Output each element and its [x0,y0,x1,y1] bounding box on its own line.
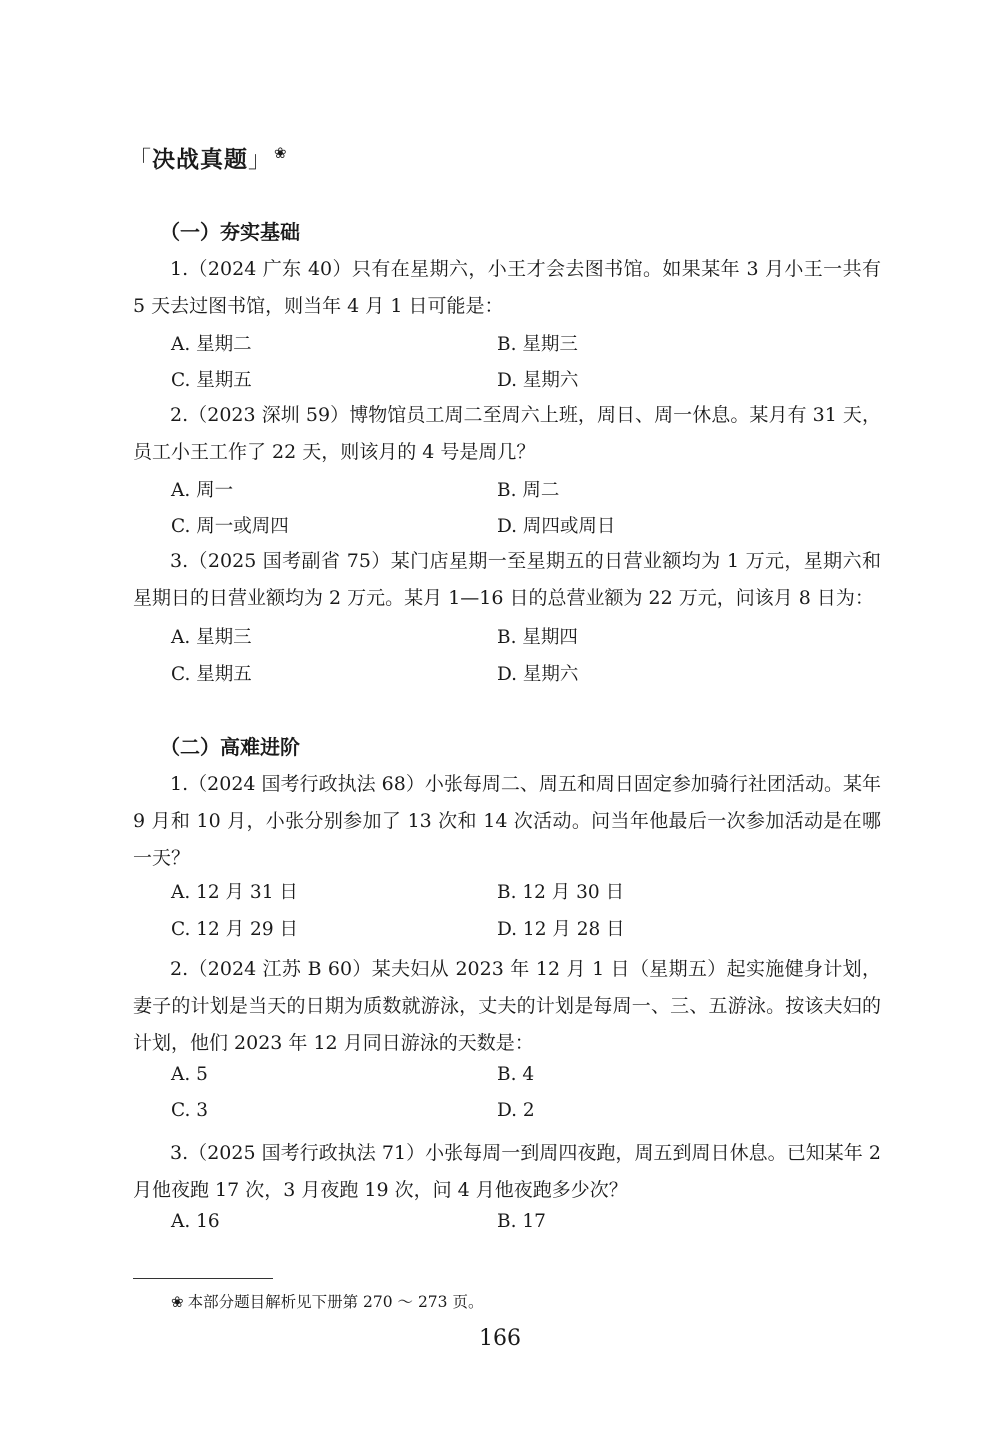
section-title-text: 决战真题 [152,147,248,173]
option-a: A. 16 [171,1211,220,1232]
option-d: D. 周四或周日 [497,516,616,537]
option-c: C. 3 [171,1100,209,1121]
option-b: B. 周二 [497,480,560,501]
open-bracket: 「 [128,147,152,173]
option-b: B. 星期四 [497,627,578,648]
question-2-1: 1.（2024 国考行政执法 68）小张每周二、周五和周日固定参加骑行社团活动。某年 9 月和 10 月，小张分别参加了 13 次和 14 次活动。问当年他最后一次参加活动是在哪一天？ [133,773,881,869]
option-a: A. 星期三 [171,627,252,648]
question-2-2: 2.（2024 江苏 B 60）某夫妇从 2023 年 12 月 1 日（星期五）起实施健身计划，妻子的计划是当天的日期为质数就游泳，丈夫的计划是每周一、三、五游泳。按该夫妇的计划，他们 2023 年 12 月同日游泳的天数是： [133,958,881,1054]
page-number: 166 [479,1326,521,1351]
flower-icon: ❀ [274,144,288,163]
footnote [171,1290,483,1312]
option-b: B. 4 [497,1064,535,1085]
option-d: D. 12 月 28 日 [497,919,625,940]
question-2-3: 3.（2025 国考行政执法 71）小张每周一到周四夜跑，周五到周日休息。已知某年 2 月他夜跑 17 次，3 月夜跑 19 次，问 4 月他夜跑多少次？ [133,1142,881,1201]
footnote-rule [133,1278,273,1279]
question-1-1: 1.（2024 广东 40）只有在星期六，小王才会去图书馆。如果某年 3 月小王一共有 5 天去过图书馆，则当年 4 月 1 日可能是： [133,258,881,317]
footnote-text: 本部分题目解析见下册第 270 ～ 273 页。 [187,1293,484,1311]
option-c: C. 星期五 [171,370,252,391]
question-1-3: 3.（2025 国考副省 75）某门店星期一至星期五的日营业额均为 1 万元，星期六和星期日的日营业额均为 2 万元。某月 1—16 日的总营业额为 22 万元，问该月 8 日为： [133,550,881,609]
option-c: C. 周一或周四 [171,516,289,537]
section-title [128,141,288,174]
option-d: D. 星期六 [497,664,579,685]
option-d: D. 2 [497,1100,535,1121]
option-a: A. 5 [171,1064,208,1085]
option-a: A. 星期二 [171,334,252,355]
option-b: B. 12 月 30 日 [497,882,625,903]
subsection-heading-advanced: （二）高难进阶 [160,735,300,759]
option-b: B. 17 [497,1211,546,1232]
close-bracket: 」 [248,147,272,173]
option-c: C. 星期五 [171,664,252,685]
option-c: C. 12 月 29 日 [171,919,298,940]
subsection-heading-basic: （一）夯实基础 [160,220,300,244]
question-1-2: 2.（2023 深圳 59）博物馆员工周二至周六上班，周日、周一休息。某月有 31 天，员工小王工作了 22 天，则该月的 4 号是周几？ [133,404,881,463]
option-a: A. 12 月 31 日 [171,882,298,903]
option-d: D. 星期六 [497,370,579,391]
flower-icon: ❀ [171,1293,184,1311]
option-a: A. 周一 [171,480,234,501]
option-b: B. 星期三 [497,334,578,355]
